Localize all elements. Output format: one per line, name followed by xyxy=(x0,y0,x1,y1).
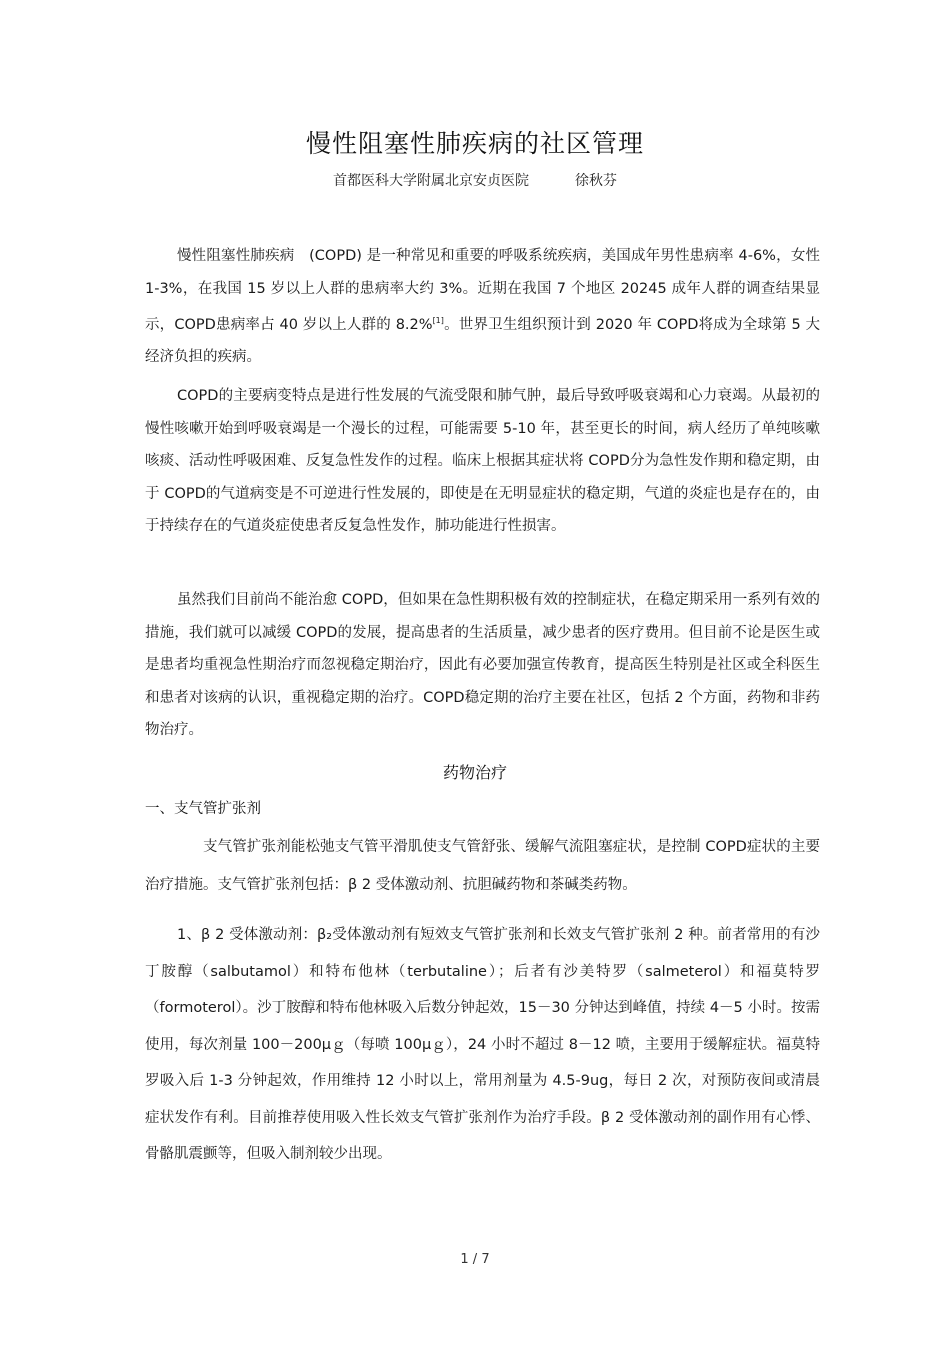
paragraph-intro-text: 慢性阻塞性肺疾病 (COPD) 是一种常见和重要的呼吸系统疾病，美国成年男性患病率 4-6%，女性 1-3%，在我国 15 岁以上人群的患病率大约 3%。近期在我国 7 个地区 20245 成年人群的调查结果显示，COPD患病率占 40 岁以上人群的 8.2% xyxy=(145,248,820,333)
paragraph-beta2-agonists-text: 1、β 2 受体激动剂：β₂受体激动剂有短效支气管扩张剂和长效支气管扩张剂 2 种。前者常用的有沙丁胺醇（salbutamol）和特布他林（terbutaline）；后者有沙美特罗（salmeterol）和福莫特罗（formoterol）。沙丁胺醇和特布他林吸入后数分钟起效，15－30 分钟达到峰值，持续 4－5 小时。按需使用，每次剂量 100－200μｇ（每喷 100μｇ），24 小时不超过 8－12 喷，主要用于缓解症状。福莫特罗吸入后 1-3 分钟起效，作用维持 12 小时以上，常用剂量为 4.5-9ug，每日 2 次，对预防夜间或清晨症状发作有利。目前推荐使用吸入性长效支气管扩张剂作为治疗手段。β 2 受体激动剂的副作用有心悸、骨骼肌震颤等，但吸入制剂较少出现。 xyxy=(145,927,820,1162)
paragraph-beta2-agonists xyxy=(145,917,820,1173)
page-title: 慢性阻塞性肺疾病的社区管理 xyxy=(305,129,644,158)
author-name: 徐秋芬 xyxy=(575,173,617,189)
paragraph-management xyxy=(145,584,820,747)
paragraph-pathology-text: COPD的主要病变特点是进行性发展的气流受限和肺气肿，最后导致呼吸衰竭和心力衰竭。从最初的慢性咳嗽开始到呼吸衰竭是一个漫长的过程，可能需要 5-10 年，甚至更长的时间，病人经历了单纯咳嗽咳痰、活动性呼吸困难、反复急性发作的过程。临床上根据其症状将 COPD分为急性发作期和稳定期，由于 COPD的气道病变是不可逆进行性发展的，即使是在无明显症状的稳定期，气道的炎症也是存在的，由于持续存在的气道炎症使患者反复急性发作，肺功能进行性损害。 xyxy=(145,388,820,534)
paragraph-pathology xyxy=(145,380,820,543)
byline xyxy=(0,170,950,190)
citation-ref: [1] xyxy=(432,316,444,325)
paragraph-intro-text-end: 。世界卫生组织预计到 2020 年 COPD将成为全球第 5 大经济负担的疾病。 xyxy=(145,316,821,366)
subsection-heading: 一、支气管扩张剂 xyxy=(145,801,261,817)
paragraph-management-text: 虽然我们目前尚不能治愈 COPD，但如果在急性期积极有效的控制症状，在稳定期采用一系列有效的措施，我们就可以减缓 COPD的发展，提高患者的生活质量，减少患者的医疗费用。但目前不论是医生或是患者均重视急性期治疗而忽视稳定期治疗，因此有必要加强宣传教育，提高医生特别是社区或全科医生和患者对该病的认识，重视稳定期的治疗。COPD稳定期的治疗主要在社区，包括 2 个方面，药物和非药物治疗。 xyxy=(145,592,820,738)
paragraph-intro xyxy=(145,240,820,374)
paragraph-bronchodilators-text: 支气管扩张剂能松弛支气管平滑肌使支气管舒张、缓解气流阻塞症状，是控制 COPD症状的主要治疗措施。支气管扩张剂包括：β 2 受体激动剂、抗胆碱药物和茶碱类药物。 xyxy=(145,839,820,893)
section-heading: 药物治疗 xyxy=(442,763,507,782)
author-affiliation: 首都医科大学附属北京安贞医院 xyxy=(333,173,529,189)
paragraph-bronchodilators xyxy=(145,828,820,904)
page-number: 1 / 7 xyxy=(460,1252,490,1267)
